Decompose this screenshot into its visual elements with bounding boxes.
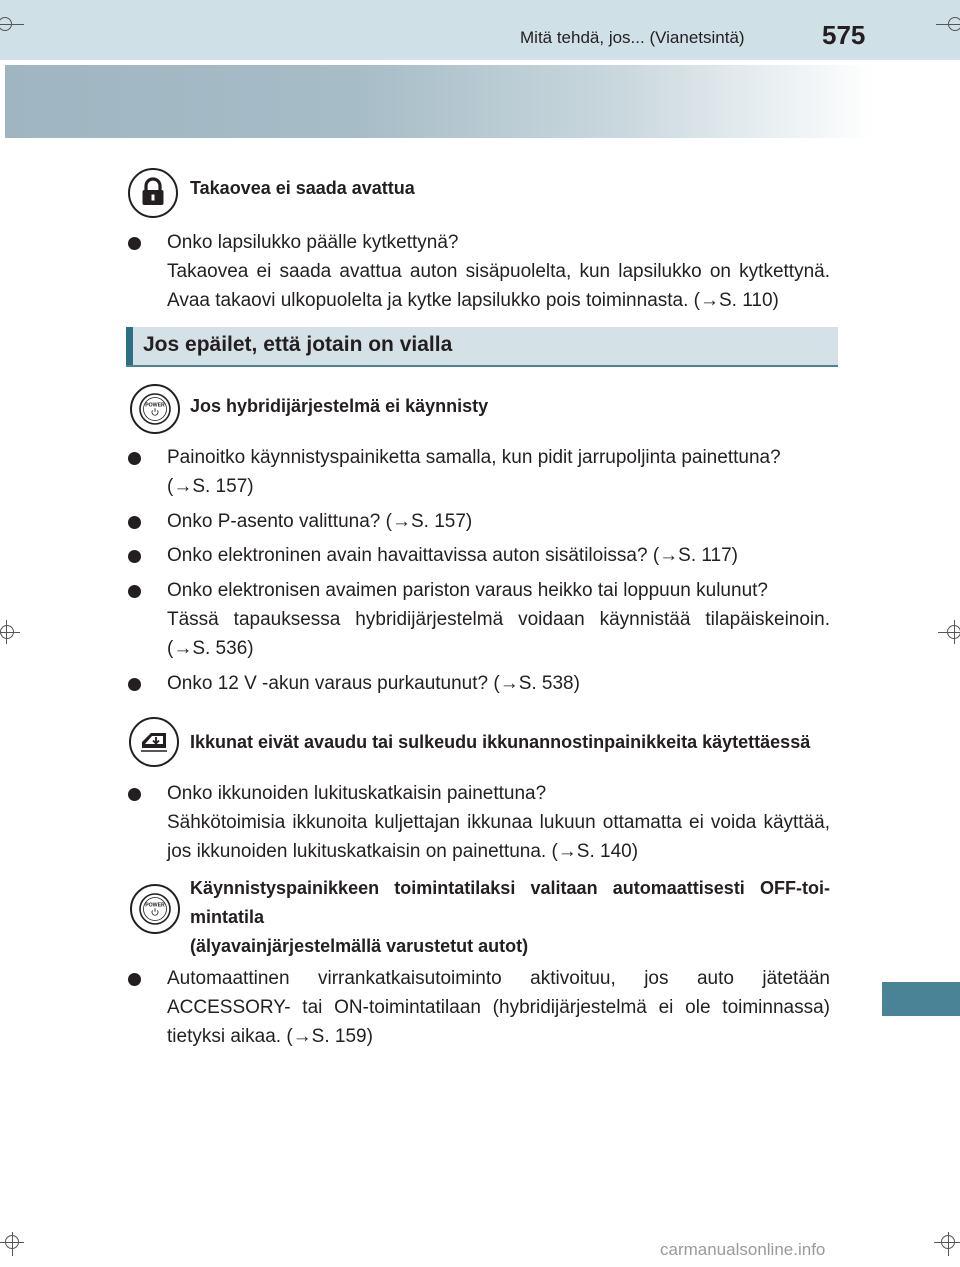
item-question: Painoitko käynnistyspainiketta samalla, kun pidit jarrupoljinta painettuna? (→S. 157) — [167, 447, 781, 497]
list-item — [128, 443, 830, 501]
auto-off-heading-line1: Käynnistyspainikkeen toimintatilaksi valitaan automaattisesti OFF-toi-mintatila — [190, 878, 830, 927]
power-window-icon — [129, 717, 179, 767]
bullet — [128, 973, 141, 986]
bullet — [128, 237, 141, 250]
item-question: Onko elektronisen avaimen pariston varaus heikko tai loppuun kulunut? — [167, 580, 768, 601]
list-item — [128, 228, 830, 315]
item-detail: Sähkötoimisia ikkunoita kuljettajan ikkunaa lukuun ottamatta ei voida käyttää, jos ikkunoiden lukituskatkaisin on painettuna. (→S. 140) — [167, 812, 830, 862]
chapter-side-tab — [882, 982, 960, 1016]
hybrid-start-heading: Jos hybridijärjestelmä ei käynnisty — [190, 396, 489, 416]
bullet — [128, 452, 141, 465]
list-item — [128, 779, 830, 866]
item-question: Automaattinen virrankatkaisutoiminto aktivoituu, jos auto jätetään ACCESSORY- tai ON-toimintatilaan (hybridijärjestelmä ei ole toiminnassa) tietyksi aikaa. (→S. 159) — [167, 968, 830, 1047]
bullet — [128, 788, 141, 801]
power-icon-label: POWER — [145, 902, 165, 909]
section-title: Jos epäilet, että jotain on vialla — [143, 333, 453, 356]
windows-heading: Ikkunat eivät avaudu tai sulkeudu ikkunannostinpainikkeita käytettäessä — [190, 732, 811, 752]
list-item — [128, 541, 830, 570]
item-detail: Tässä tapauksessa hybridijärjestelmä voidaan käynnistää tilapäiskeinoin. (→S. 536) — [167, 609, 830, 659]
auto-off-heading — [190, 874, 830, 961]
item-question: Onko P-asento valittuna? (→S. 157) — [167, 511, 473, 532]
item-question: Onko elektroninen avain havaittavissa auton sisätiloissa? (→S. 117) — [167, 545, 739, 566]
item-question: Onko ikkunoiden lukituskatkaisin painettuna? — [167, 783, 547, 804]
item-detail: Takaovea ei saada avattua auton sisäpuolelta, kun lapsilukko on kytkettynä. Avaa takaovi ulkopuolelta ja kytke lapsilukko pois toiminnasta. (→S. 110) — [167, 261, 830, 311]
list-item — [128, 669, 830, 698]
list-item — [128, 576, 830, 663]
watermark: carmanualsonline.info — [660, 1240, 826, 1259]
header-band — [0, 0, 960, 60]
item-question: Onko lapsilukko päälle kytkettynä? — [167, 232, 459, 253]
auto-off-heading-line2: (älyavainjärjestelmällä varustetut autot) — [190, 936, 529, 956]
power-button-icon — [130, 884, 180, 934]
section-heading-bar — [126, 327, 838, 367]
list-item — [128, 507, 830, 536]
padlock-icon — [128, 168, 178, 218]
bullet — [128, 585, 141, 598]
power-button-icon — [130, 384, 180, 434]
header-gradient-bar — [5, 65, 875, 138]
bullet — [128, 678, 141, 691]
page-number: 575 — [822, 20, 866, 50]
item-question: Onko 12 V -akun varaus purkautunut? (→S. 538) — [167, 673, 580, 694]
bullet — [128, 550, 141, 563]
power-icon-label: POWER — [145, 402, 165, 409]
section-accent — [126, 327, 133, 365]
bullet — [128, 516, 141, 529]
list-item — [128, 964, 830, 1051]
rear-door-heading: Takaovea ei saada avattua — [190, 178, 415, 198]
chapter-title: Mitä tehdä, jos... (Vianetsintä) — [520, 28, 745, 47]
